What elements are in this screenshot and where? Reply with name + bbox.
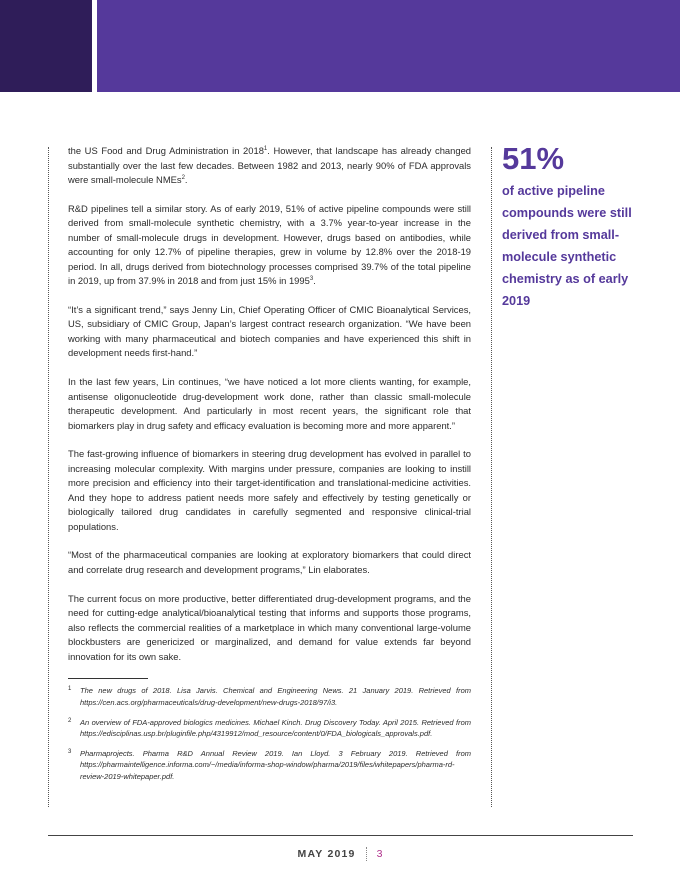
footer-date: MAY 2019	[297, 847, 356, 860]
header-band-dark	[0, 0, 92, 92]
header-band-purple	[97, 0, 680, 92]
footnote-1: 1 The new drugs of 2018. Lisa Jarvis. Chemical and Engineering News. 21 January 2019. Retrieved from https://cen.acs.org/pharmaceuticals/drug-development/new-drugs-2018/97/i3.	[68, 686, 471, 707]
footnote-ref: 3	[309, 276, 314, 283]
footnote-divider	[68, 678, 148, 679]
column-divider-right	[491, 147, 492, 807]
footnote-ref: 1	[263, 145, 268, 152]
paragraph-2: R&D pipelines tell a similar story. As of early 2019, 51% of active pipeline compounds were still derived from small-molecule synthetic chemistry, with a 3.7% year-to-year increase in the number of small-molecule drugs in development. However, drugs based on antibodies, while accounting for only 12.7% of pipeline therapies, grew in volume by 12.8% over the 2018-19 period. In all, drugs derived from biotechnology processes comprised 39.7% of the total pipeline in 2019, up from 37.9% in 2018 and from just 15% in 1995$^3$.	[68, 202, 471, 287]
column-divider-left	[48, 147, 49, 807]
footnote-2: 2 An overview of FDA-approved biologics medicines. Michael Kinch. Drug Discovery Today. April 2015. Retrieved from https://edisciplinas.usp.br/pluginfile.php/4319912/mod_resource/content/0/FDA_biologicals_approvals.pdf.	[68, 717, 471, 739]
paragraph-6: “Most of the pharmaceutical companies are looking at exploratory biomarkers that could direct and correlate drug research and development programs,” Lin elaborates.	[68, 549, 471, 575]
page-footer	[0, 847, 680, 861]
footer-separator	[366, 847, 367, 861]
footnote-3: 3 Pharmaprojects. Pharma R&D Annual Review 2019. Ian Lloyd. 3 February 2019. Retrieved from https://pharmaintelligence.informa.com/~/media/informa-shop-window/pharma/2019/files/whitepapers/pharma-rd-review-2019-whitepaper.pdf.	[68, 748, 471, 781]
paragraph-5: The fast-growing influence of biomarkers in steering drug development has evolved in parallel to increasing molecular complexity. With margins under pressure, companies are looking to instill more precision and efficiency into their target-identification and translational-medicine activities. And they hope to address patient needs more safely and effectively by testing genetically or biologically tailored drug candidates in carefully segmented and responsive clinical-trial populations.	[68, 448, 471, 532]
footer-rule	[48, 835, 633, 836]
article-body	[68, 144, 471, 791]
pull-quote-stat: 51%	[502, 141, 565, 176]
pull-quote	[502, 140, 652, 312]
pull-quote-text: of active pipeline compounds were still derived from small-molecule synthetic chemistry as of early 2019	[502, 184, 632, 308]
paragraph-4: In the last few years, Lin continues, “we have noticed a lot more clients wanting, for example, antisense oligonucleotide drug-development work done, rather than classic small-molecule therapeutic development. And particularly in most recent years, the significant role that biomarkers play in drug safety and efficacy evaluation is becoming more and more apparent.”	[68, 376, 471, 431]
footnote-number: 3	[68, 748, 72, 755]
footnote-number: 1	[68, 686, 72, 693]
paragraph-7: The current focus on more productive, better differentiated drug-development programs, and the need for cutting-edge analytical/bioanalytical testing that informs and supports those programs, also reflects the commercial realities of a marketplace in which many conventional large-volume blockbusters are genericized or marginalized, and demand for value extends far beyond innovation for its own sake.	[68, 592, 471, 662]
paragraph-1: the US Food and Drug Administration in 2018$^1$. However, that landscape has already changed substantially over the last few decades. Between 1982 and 2013, nearly 90% of FDA approvals were small-molecule NMEs$^2$.	[68, 145, 471, 185]
page-number: 3	[376, 847, 383, 860]
paragraph-3: “It’s a significant trend,” says Jenny Lin, Chief Operating Officer of CMIC Bioanalytical Services, US, subsidiary of CMIC Group, Japan’s largest contract research organization. “We have been working with many pharmaceutical and biotech companies and have experienced this shift in development needs first-hand.”	[68, 303, 471, 359]
footnote-number: 2	[68, 717, 72, 724]
footnote-ref: 2	[181, 174, 185, 181]
